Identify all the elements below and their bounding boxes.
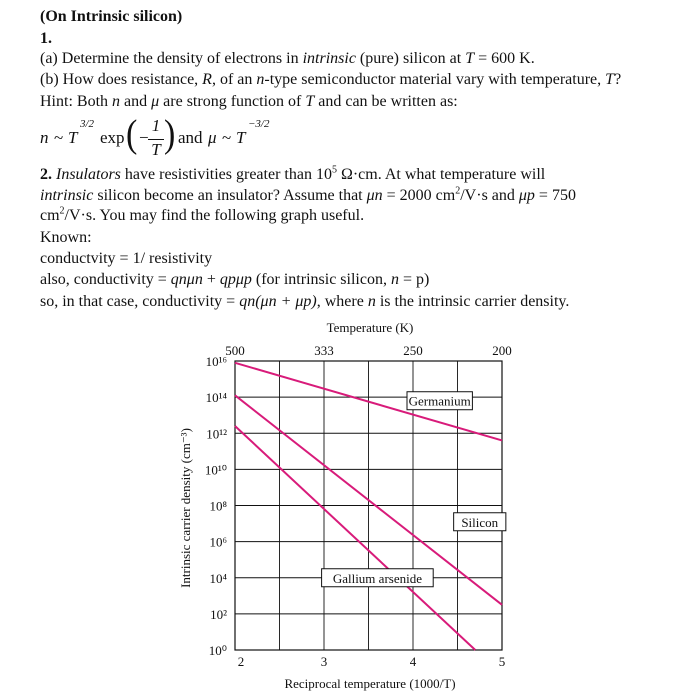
- formula-minus: −: [139, 128, 149, 147]
- series-label-gallium-arsenide: Gallium arsenide: [332, 570, 422, 586]
- formula-numerator: 1: [151, 116, 161, 135]
- x-tick-label: 4: [409, 654, 417, 669]
- series-line-gallium-arsenide: [235, 426, 475, 650]
- chart-title: Temperature (K): [326, 320, 414, 335]
- q1-part-a: (a) Determine the density of electrons in intrinsic (pure) silicon at T = 600 K.: [40, 50, 535, 67]
- formula-tilde-2: ~: [222, 128, 232, 147]
- formula-and: and: [178, 128, 203, 147]
- header-title: (On Intrinsic silicon): [40, 8, 183, 25]
- formula-left-paren: (: [126, 113, 138, 156]
- formula-tilde-1: ~: [54, 128, 64, 147]
- q2-line-1: 2. Insulators have resistivities greater than $10^5$ Ω·cm. At what temperature will: [40, 164, 546, 183]
- y-tick-label: 10¹⁰: [204, 462, 227, 478]
- x-tick-label: 5: [498, 654, 506, 669]
- formula-denominator: T: [151, 140, 161, 159]
- y-tick-label: 10⁸: [209, 498, 227, 514]
- formula-right-paren: ): [164, 113, 176, 156]
- y-tick-label: 10⁶: [209, 534, 227, 550]
- formula-exponent-1: 3/2: [80, 118, 95, 130]
- y-tick-label: 10⁴: [209, 570, 227, 586]
- q1-number: 1.: [40, 30, 52, 47]
- y-tick-label: 10¹⁴: [205, 390, 227, 406]
- q1-hint: Hint: Both n and μ are strong function of T and can be written as:: [40, 93, 458, 110]
- known-line-3: so, in that case, conductivity = qn(μn + μp), where n is the intrinsic carrier density.: [40, 293, 570, 310]
- formula-exp-word: exp: [100, 128, 125, 147]
- q1-part-b: (b) How does resistance, R, of an n-type semiconductor material vary with temperature, T?: [40, 71, 622, 88]
- top-tick-label: 200: [492, 343, 512, 358]
- known-label: Known:: [40, 229, 92, 246]
- q2-line-3: $cm^2/V\cdot s$. You may find the following graph useful.: [40, 205, 365, 224]
- top-tick-label: 250: [403, 343, 423, 358]
- y-tick-label: 10¹⁶: [205, 354, 227, 369]
- y-tick-label: 10²: [210, 606, 227, 622]
- x-tick-label: 3: [320, 654, 328, 669]
- formula-T-1: T: [68, 128, 78, 147]
- y-tick-label: 10⁰: [208, 643, 227, 658]
- formula-T-2: T: [236, 128, 246, 147]
- y-axis-label: Intrinsic carrier density (cm⁻³): [178, 428, 193, 588]
- known-line-2: also, conductivity = qnμn + qpμp (for intrinsic silicon, n = p): [40, 271, 430, 288]
- series-label-silicon: Silicon: [461, 514, 499, 530]
- formula-mu: μ: [208, 128, 217, 147]
- chart-labels: [205, 343, 512, 669]
- q2-line-2: intrinsic silicon become an insulator? Assume that μn = 2000 $cm^2/V\cdot s$ and μp = 750: [40, 185, 576, 204]
- known-line-1: conductvity = 1/ resistivity: [40, 250, 213, 267]
- formula-exponent-2: −3/2: [248, 118, 270, 130]
- x-axis-label: Reciprocal temperature (1000/T): [284, 676, 456, 691]
- y-tick-label: 10¹²: [206, 426, 227, 442]
- top-tick-label: 333: [314, 343, 334, 358]
- series-label-germanium: Germanium: [408, 393, 471, 409]
- formula-n: n: [40, 128, 49, 147]
- x-tick-label: 2: [237, 654, 245, 669]
- top-tick-label: 500: [225, 343, 245, 358]
